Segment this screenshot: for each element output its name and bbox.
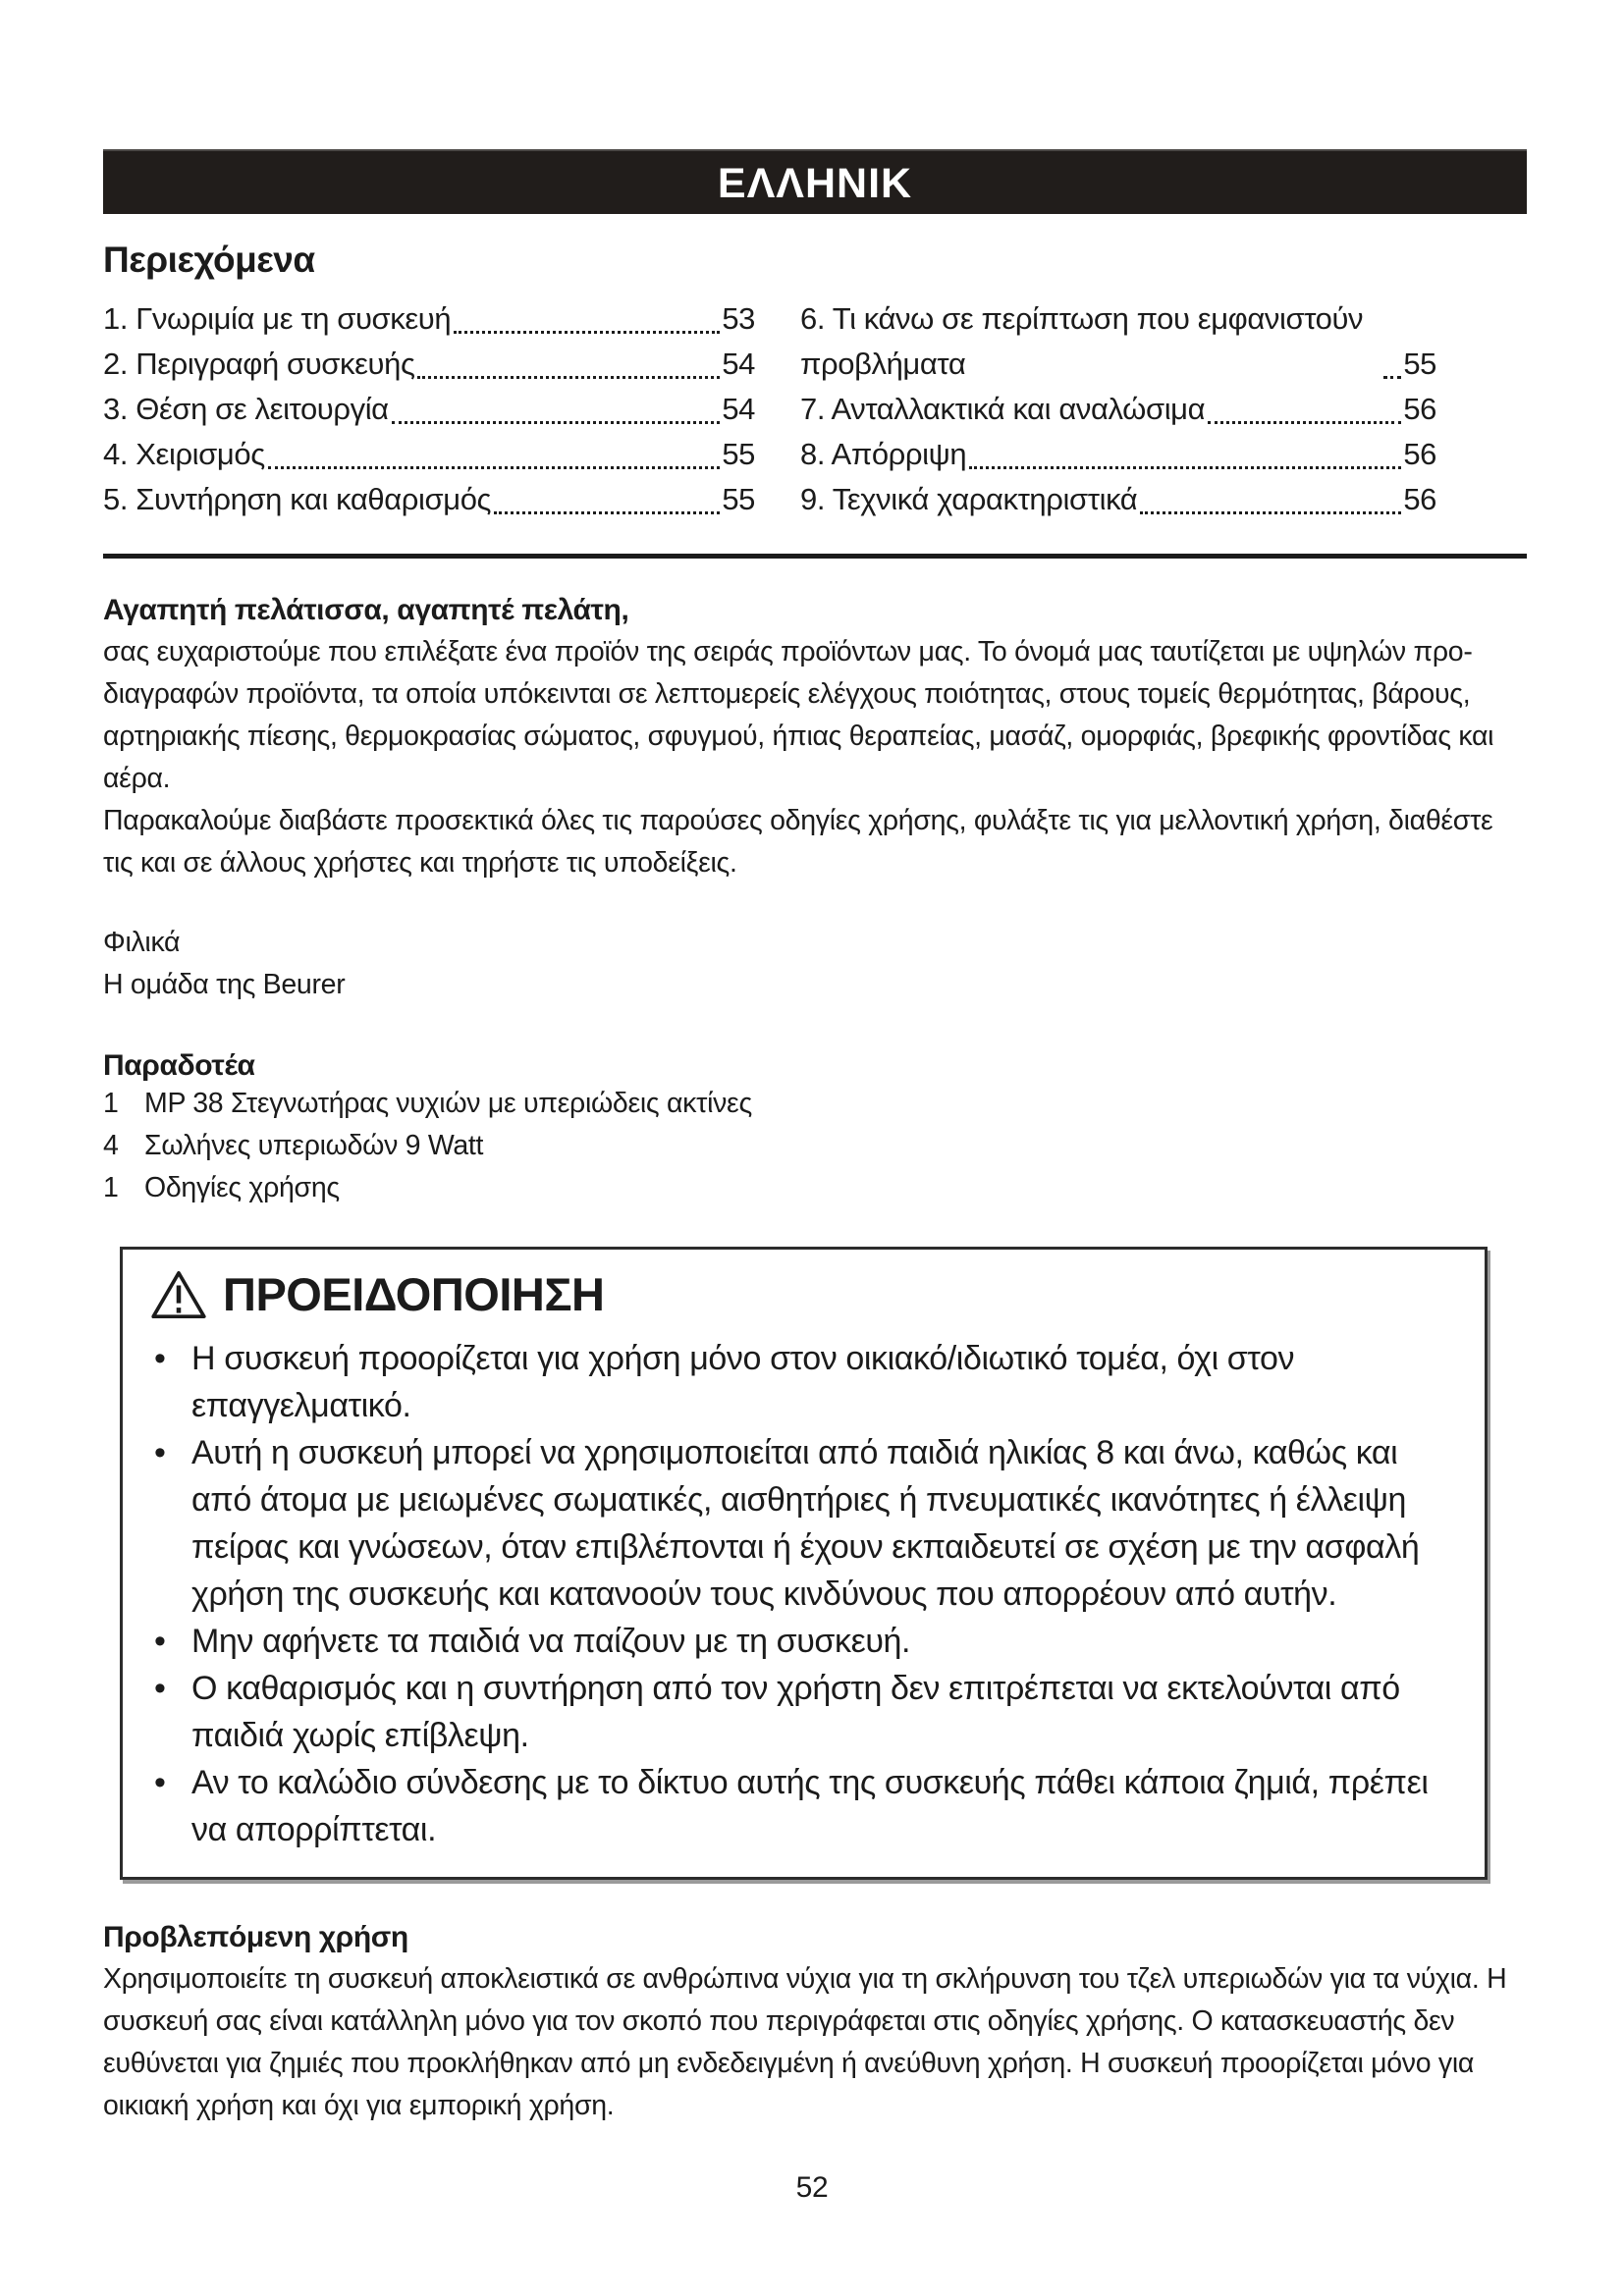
deliverable-qty: 1 — [103, 1172, 119, 1203]
intended-use-body: Χρησιμοποιείτε τη συσκευή αποκλειστικά σε ανθρώπινα νύχια για τη σκλήρυνση του τζελ υπεριωδών για τα νύχια. Η συσκευή σας είναι κατάλληλη μόνο για τον σκοπό που περιγράφεται στις οδηγίες χρήσης. Ο κατασκευαστής δεν ευθύνεται για ζημιές που προκλήθηκαν από μη ενδεδειγμένη ή ανεύθυνη χρήση. Η συσκευή προορίζεται μόνο για οικιακή χρήση και όχι για εμπορική χρήση. — [103, 1963, 1507, 2121]
toc-entry — [103, 296, 755, 342]
toc-entry-label: 6. Τι κάνω σε περίπτωση που εμφανιστούν προβλήματα — [800, 301, 1364, 381]
warning-bullet: • Μην αφήνετε τα παιδιά να παίζουν με τη συσκευή. — [150, 1618, 1457, 1665]
language-banner-label: ΕΛΛΗΝΙΚ — [717, 160, 913, 207]
toc-entry — [103, 432, 755, 477]
warning-header — [150, 1267, 1457, 1321]
dot-leader — [969, 466, 1401, 469]
toc-entry-label: 5. Συντήρηση και καθαρισμός — [103, 482, 492, 516]
intended-use-title: Προβλεπόμενη χρήση — [103, 1921, 408, 1953]
dot-leader — [1140, 511, 1401, 514]
toc-entry-page: 55 — [722, 437, 755, 471]
toc-entry-page: 54 — [722, 392, 755, 426]
dot-leader — [494, 511, 720, 514]
greeting-body: σας ευχαριστούμε που επιλέξατε ένα προϊόν της σειράς προϊόντων μας. Το όνομά μας ταυτίζεται με υψηλών προδιαγραφών προϊόντα, τα οποία υπόκεινται σε λεπτομερείς ελέγχους ποιότητας, στους τομείς θερμότητας, βάρους, αρτηριακής πίεσης, θερμοκρασίας σώματος, σφυγμού, ήπιας θεραπείας, μασάζ, ομορφιάς, βρεφικής φροντίδας και αέρα. — [103, 636, 1494, 794]
deliverable-qty: 4 — [103, 1130, 119, 1161]
page-number: 52 — [795, 2171, 829, 2204]
dot-leader — [454, 331, 720, 334]
toc-entry-label: 8. Απόρριψη — [800, 437, 967, 471]
deliverable-text: Σωλήνες υπεριωδών 9 Watt — [144, 1130, 484, 1161]
toc-entry — [800, 387, 1436, 432]
toc-entry-label: 4. Χειρισμός — [103, 437, 265, 471]
toc-entry-page: 55 — [1403, 347, 1436, 381]
toc-entry-page: 55 — [722, 482, 755, 516]
deliverables-title: Παραδοτέα — [103, 1049, 255, 1082]
toc-entry-page: 56 — [1403, 437, 1436, 471]
dot-leader — [268, 466, 721, 469]
dot-leader — [417, 376, 720, 379]
greeting-team: Η ομάδα της Beurer — [103, 969, 346, 1000]
toc-entry-label: 7. Ανταλλακτικά και αναλώσιμα — [800, 392, 1206, 426]
warning-box — [120, 1247, 1488, 1880]
language-banner — [103, 149, 1527, 214]
warning-bullet: • Αν το καλώδιο σύνδεσης με το δίκτυο αυτής της συσκευής πάθει κάποια ζημιά, πρέπει να απορρίπτεται. — [150, 1759, 1457, 1853]
table-of-contents — [103, 296, 1527, 522]
warning-bullet: • Αυτή η συσκευή μπορεί να χρησιμοποιείται από παιδιά ηλικίας 8 και άνω, καθώς και από άτομα με μειωμένες σωματικές, αισθητήριες ή πνευματικές ικανότητες ή έλλειψη πείρας και γνώσεων, όταν επιβλέπονται ή έχουν εκπαιδευτεί σε σχέση με την ασφαλή χρήση της συσκευής και κατανοούν τους κινδύνους που απορρέουν από αυτήν. — [150, 1429, 1457, 1618]
toc-entry — [103, 342, 755, 387]
toc-entry-page: 54 — [722, 347, 755, 381]
greeting-salutation: Αγαπητή πελάτισσα, αγαπητέ πελάτη, — [103, 594, 629, 626]
deliverable-item — [103, 1167, 1527, 1209]
toc-column-right — [800, 296, 1436, 522]
toc-entry-page: 53 — [722, 301, 755, 336]
warning-bullet: • Ο καθαρισμός και η συντήρηση από τον χρήστη δεν επιτρέπεται να εκτελούνται από παιδιά χωρίς επίβλεψη. — [150, 1665, 1457, 1759]
page-content — [103, 149, 1527, 2127]
toc-entry — [103, 477, 755, 522]
dot-leader — [1383, 376, 1401, 379]
toc-entry-label: 9. Τεχνικά χαρακτηριστικά — [800, 482, 1138, 516]
warning-bullet: • Η συσκευή προορίζεται για χρήση μόνο στον οικιακό/ιδιωτικό τομέα, όχι στον επαγγελματικό. — [150, 1335, 1457, 1429]
toc-entry-label: 2. Περιγραφή συσκευής — [103, 347, 415, 381]
toc-entry-page: 56 — [1403, 482, 1436, 516]
greeting-body2: Παρακαλούμε διαβάστε προσεκτικά όλες τις παρούσες οδηγίες χρήσης, φυλάξτε τις για μελλοντική χρήση, διαθέστε τις και σε άλλους χρήστες και τηρήστε τις υποδείξεις. — [103, 805, 1493, 879]
toc-entry-label: 1. Γνωριμία με τη συσκευή — [103, 301, 452, 336]
deliverable-text: Οδηγίες χρήσης — [144, 1172, 340, 1203]
deliverable-item — [103, 1125, 1527, 1167]
toc-entry-label: 3. Θέση σε λειτουργία — [103, 392, 389, 426]
toc-column-left — [103, 296, 755, 522]
toc-title: Περιεχόμενα — [103, 240, 315, 280]
toc-entry — [800, 296, 1436, 387]
section-divider — [103, 554, 1527, 559]
deliverable-qty: 1 — [103, 1088, 119, 1119]
deliverable-text: MP 38 Στεγνωτήρας νυχιών με υπεριώδεις ακτίνες — [144, 1088, 752, 1119]
dot-leader — [1208, 421, 1401, 424]
toc-entry — [103, 387, 755, 432]
toc-entry-page: 56 — [1403, 392, 1436, 426]
warning-list — [150, 1335, 1457, 1853]
toc-entry — [800, 432, 1436, 477]
greeting-closing: Φιλικά — [103, 927, 181, 958]
dot-leader — [392, 421, 721, 424]
toc-entry — [800, 477, 1436, 522]
warning-triangle-icon — [150, 1269, 207, 1320]
deliverable-item — [103, 1083, 1527, 1125]
warning-title: ΠΡΟΕΙΔΟΠΟΙΗΣΗ — [223, 1268, 605, 1320]
